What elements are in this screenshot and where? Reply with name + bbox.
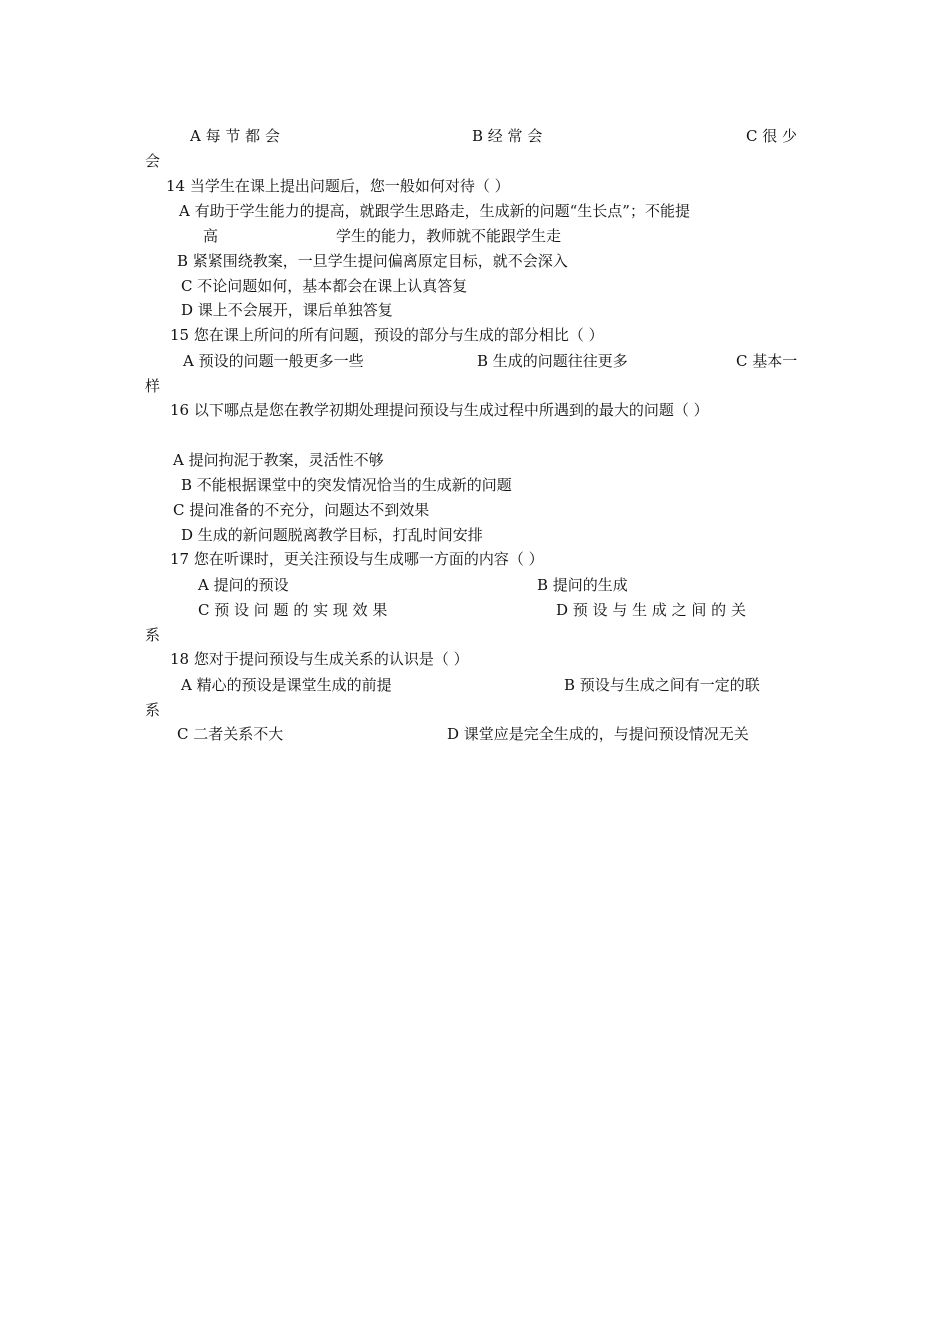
q15-option-b: B 生成的问题往往更多	[477, 352, 628, 370]
q18-option-b: B 预设与生成之间有一定的联	[564, 676, 760, 694]
q17-question: 17 您在听课时，更关注预设与生成哪一方面的内容（ ）	[170, 550, 544, 568]
q18-option-b-wrap: 系	[145, 701, 161, 719]
q17-option-d: D 预 设 与 生 成 之 间 的 关	[556, 601, 746, 619]
q13-option-c: C 很 少	[746, 127, 798, 145]
q17-option-a: A 提问的预设	[198, 576, 289, 594]
q14-option-d: D 课上不会展开，课后单独答复	[181, 301, 393, 319]
q17-option-c: C 预 设 问 题 的 实 现 效 果	[198, 601, 388, 619]
q18-option-c: C 二者关系不大	[177, 725, 284, 743]
q15-option-c-wrap: 样	[145, 377, 161, 395]
q14-option-b: B 紧紧围绕教案，一旦学生提问偏离原定目标，就不会深入	[177, 252, 568, 270]
q17-option-d-wrap: 系	[145, 626, 161, 644]
q14-option-a-cont-2: 学生的能力，教师就不能跟学生走	[336, 227, 562, 245]
q13-option-b: B 经 常 会	[472, 127, 543, 145]
q16-option-d: D 生成的新问题脱离教学目标，打乱时间安排	[181, 526, 483, 544]
q16-question: 16 以下哪点是您在教学初期处理提问预设与生成过程中所遇到的最大的问题（ ）	[170, 401, 709, 419]
q18-option-a: A 精心的预设是课堂生成的前提	[181, 676, 392, 694]
q14-option-a: A 有助于学生能力的提高，就跟学生思路走，生成新的问题“生长点”；不能提	[179, 202, 690, 220]
q13-option-a: A 每 节 都 会	[190, 127, 280, 145]
q14-option-a-cont-1: 高	[203, 227, 219, 245]
q16-option-a: A 提问拘泥于教案，灵活性不够	[173, 451, 384, 469]
q16-option-b: B 不能根据课堂中的突发情况恰当的生成新的问题	[181, 476, 512, 494]
q13-option-c-wrap: 会	[145, 152, 161, 170]
q14-question: 14 当学生在课上提出问题后，您一般如何对待（ ）	[166, 177, 510, 195]
q18-question: 18 您对于提问预设与生成关系的认识是（ ）	[170, 650, 469, 668]
q16-option-c: C 提问准备的不充分，问题达不到效果	[173, 501, 430, 519]
q15-question: 15 您在课上所问的所有问题，预设的部分与生成的部分相比（ ）	[170, 326, 604, 344]
q17-option-b: B 提问的生成	[537, 576, 628, 594]
q15-option-c: C 基本一	[736, 352, 798, 370]
q14-option-c: C 不论问题如何，基本都会在课上认真答复	[181, 277, 468, 295]
q15-option-a: A 预设的问题一般更多一些	[183, 352, 364, 370]
q18-option-d: D 课堂应是完全生成的，与提问预设情况无关	[447, 725, 749, 743]
